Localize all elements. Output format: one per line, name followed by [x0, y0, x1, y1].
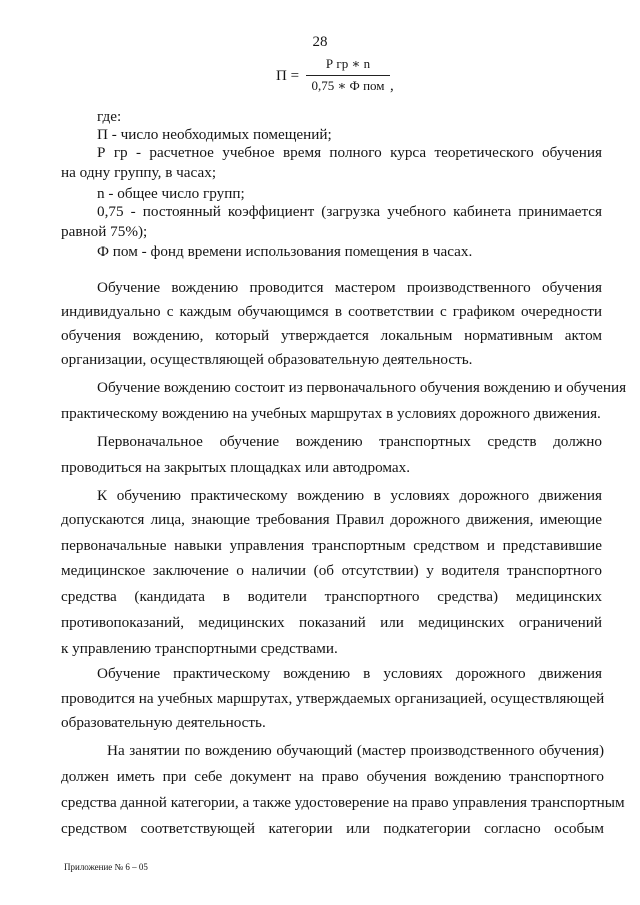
text-line: n - общее число групп; — [97, 185, 245, 202]
formula-denominator: 0,75 ∗ Ф пом — [311, 78, 385, 93]
text-line: на одну группу, в часах; — [61, 164, 217, 181]
text-line: равной 75%); — [61, 223, 148, 240]
text-line: медицинское заключение о наличии (об отсутствии) у водителя транспортного — [61, 562, 602, 579]
text-line: 0,75 - постоянный коэффициент (загрузка учебного кабинета принимается — [97, 203, 602, 220]
text-line: допускаются лица, знающие требования Правил дорожного движения, имеющие — [61, 511, 602, 528]
text-line: должен иметь при себе документ на право обучения вождению транспортного — [61, 768, 604, 785]
page-number: 28 — [312, 34, 328, 50]
text-line: Р гр - расчетное учебное время полного курса теоретического обучения — [97, 144, 602, 161]
text-line: Обучение вождению состоит из первоначального обучения вождению и обучения — [97, 379, 627, 396]
formula-comma: , — [390, 78, 394, 94]
text-line: Обучение практическому вождению в условиях дорожного движения — [97, 665, 602, 682]
text-line: П - число необходимых помещений; — [97, 126, 332, 143]
text-line: обучения вождению, который утверждается локальным нормативным актом — [61, 327, 602, 344]
text-line: к управлению транспортными средствами. — [61, 640, 338, 657]
text-line: К обучению практическому вождению в условиях дорожного движения — [97, 487, 602, 504]
footer-note: Приложение № 6 – 05 — [64, 862, 148, 872]
text-line: средства данной категории, а также удостоверение на право управления транспортным — [61, 794, 625, 811]
text-line: средством соответствующей категории или подкатегории согласно особым — [61, 820, 604, 837]
text-line: Ф пом - фонд времени использования помещения в часах. — [97, 243, 473, 260]
text-line: противопоказаний, медицинских показаний или медицинских ограничений — [61, 614, 602, 631]
text-line: средства (кандидата в водители транспортного средства) медицинских — [61, 588, 602, 605]
text-line: проводится на учебных маршрутах, утверждаемых организацией, осуществляющей — [61, 690, 605, 707]
text-line: На занятии по вождению обучающий (мастер производственного обучения) — [107, 742, 604, 759]
text-line: образовательную деятельность. — [61, 714, 266, 731]
formula-lhs: П = — [276, 68, 300, 84]
text-line: индивидуально с каждым обучающимся в соответствии с графиком очередности — [61, 303, 602, 320]
text-line: организации, осуществляющей образовательную деятельность. — [61, 351, 473, 368]
fraction-bar — [306, 75, 390, 76]
text-line: где: — [97, 108, 122, 125]
formula-numerator: Р гр ∗ n — [325, 56, 371, 71]
text-line: практическому вождению на учебных маршрутах в условиях дорожного движения. — [61, 405, 601, 422]
formula-fraction — [306, 56, 390, 94]
text-line: Первоначальное обучение вождению транспортных средств должно — [97, 433, 602, 450]
text-line: первоначальные навыки управления транспортным средством и представившие — [61, 537, 602, 554]
text-line: проводиться на закрытых площадках или автодромах. — [61, 459, 411, 476]
text-line: Обучение вождению проводится мастером производственного обучения — [97, 279, 602, 296]
